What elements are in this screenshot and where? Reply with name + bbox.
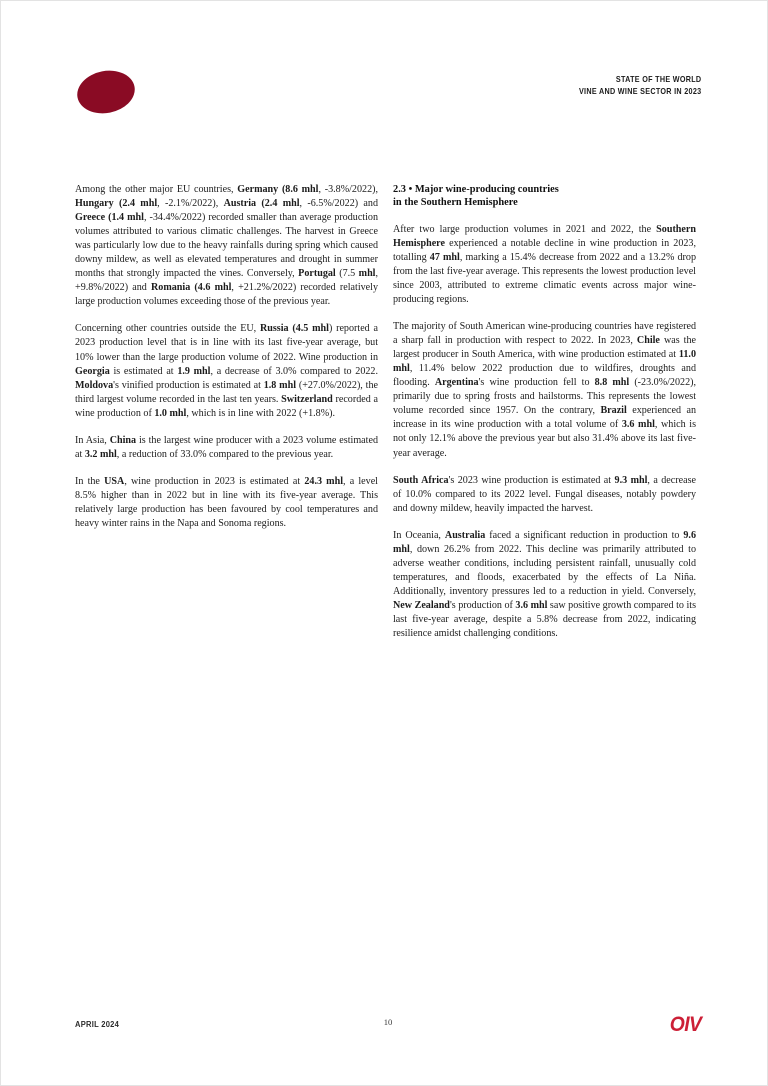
header-title (579, 74, 701, 97)
right-column (393, 183, 696, 641)
section-heading-line-1: 2.3 • Major wine-producing countries (393, 184, 559, 195)
page-header (77, 63, 701, 121)
two-column-body (75, 183, 697, 641)
page-number: 10 (383, 1017, 393, 1027)
paragraph-asia-china: In Asia, China is the largest wine producer with a 2023 volume estimated at 3.2 mhl, a reduction of 33.0% compared to the previous year. (75, 434, 378, 460)
left-column (75, 183, 378, 641)
section-heading-line-2: in the Southern Hemisphere (393, 197, 518, 209)
paragraph-south-africa: South Africa's 2023 wine production is estimated at 9.3 mhl, a decrease of 10.0% compared to its 2022 level. Fungal diseases, notably powdery and downy mildew, heavily impacted the harvest. (393, 474, 696, 514)
paragraph-southern-hemisphere: After two large production volumes in 2021 and 2022, the Southern Hemisphere experienced a notable decline in wine production in 2023, totalling 47 mhl, marking a 15.4% decrease from 2022 and a 13.2% drop from the last five-year average. This represents the lowest production level since 2003, attributed to extreme climatic events across major wine-producing regions. (393, 223, 697, 306)
paragraph-usa: In the USA, wine production in 2023 is estimated at 24.3 mhl, a level 8.5% higher than in 2022 but in line with its five-year average. This relatively large production has been favoured by cool temperatures and heavy winter rains in the Napa and Sonoma regions. (75, 475, 378, 529)
page-footer (75, 1013, 701, 1039)
header-title-line-1: STATE OF THE WORLD (615, 74, 701, 84)
section-heading (393, 183, 696, 210)
oiv-logo: OIV (669, 1013, 701, 1036)
footer-date: APRIL 2024 (75, 1019, 120, 1029)
wine-drop-ellipse-logo-icon (74, 66, 139, 118)
paragraph-oceania: In Oceania, Australia faced a significant reduction in production to 9.6 mhl, down 26.2% from 2022. This decline was primarily attributed to adverse weather conditions, including persistent rainfall, unusually cold temperatures, and floods, exacerbated by the effects of La Niña. Additionally, inventory pressures led to a reduction in yield. Conversely, New Zealand's production of 3.6 mhl saw positive growth compared to its last five-year average, despite a 5.8% decrease from 2022, indicating resilience amidst challenging conditions. (393, 529, 697, 640)
paragraph-outside-eu-countries: Concerning other countries outside the EU, Russia (4.5 mhl) reported a 2023 production level that is in line with its last five-year average, but 10% lower than the large production volume of 2022. Wine production in Georgia is estimated at 1.9 mhl, a decrease of 3.0% compared to 2022. Moldova's vinified production is estimated at 1.8 mhl (+27.0%/2022), the third largest volume recorded in the last ten years. Switzerland recorded a wine production of 1.0 mhl, which is in line with 2022 (+1.8%). (75, 323, 378, 419)
paragraph-south-america: The majority of South American wine-producing countries have registered a sharp fall in production with respect to 2022. In 2023, Chile was the largest producer in South America, with wine production estimated at 11.0 mhl, 11.4% below 2022 production due to wildfires, droughts and flooding. Argentina's wine production fell to 8.8 mhl (-23.0%/2022), primarily due to spring frosts and hailstorms. This represents the lowest volume recorded since 1957. On the contrary, Brazil experienced an increase in its wine production with a total volume of 3.6 mhl, which is not only 12.1% above the previous year but also 31.4% above its last five-year average. (393, 321, 697, 459)
paragraph-other-eu-countries: Among the other major EU countries, Germany (8.6 mhl, -3.8%/2022), Hungary (2.4 mhl, -2.1%/2022), Austria (2.4 mhl, -6.5%/2022) and Greece (1.4 mhl, -34.4%/2022) recorded smaller than average production volumes attributed to various climatic challenges. The harvest in Greece was particularly low due to the heavy rainfalls during spring which caused downy mildew, as well as elevated temperatures and drought in summer months that strongly impacted the vines. Conversely, Portugal (7.5 mhl, +9.8%/2022) and Romania (4.6 mhl, +21.2%/2022) recorded relatively large production volumes exceeding those of the previous year. (75, 184, 379, 308)
header-title-line-2: VINE AND WINE SECTOR IN 2023 (578, 85, 701, 96)
